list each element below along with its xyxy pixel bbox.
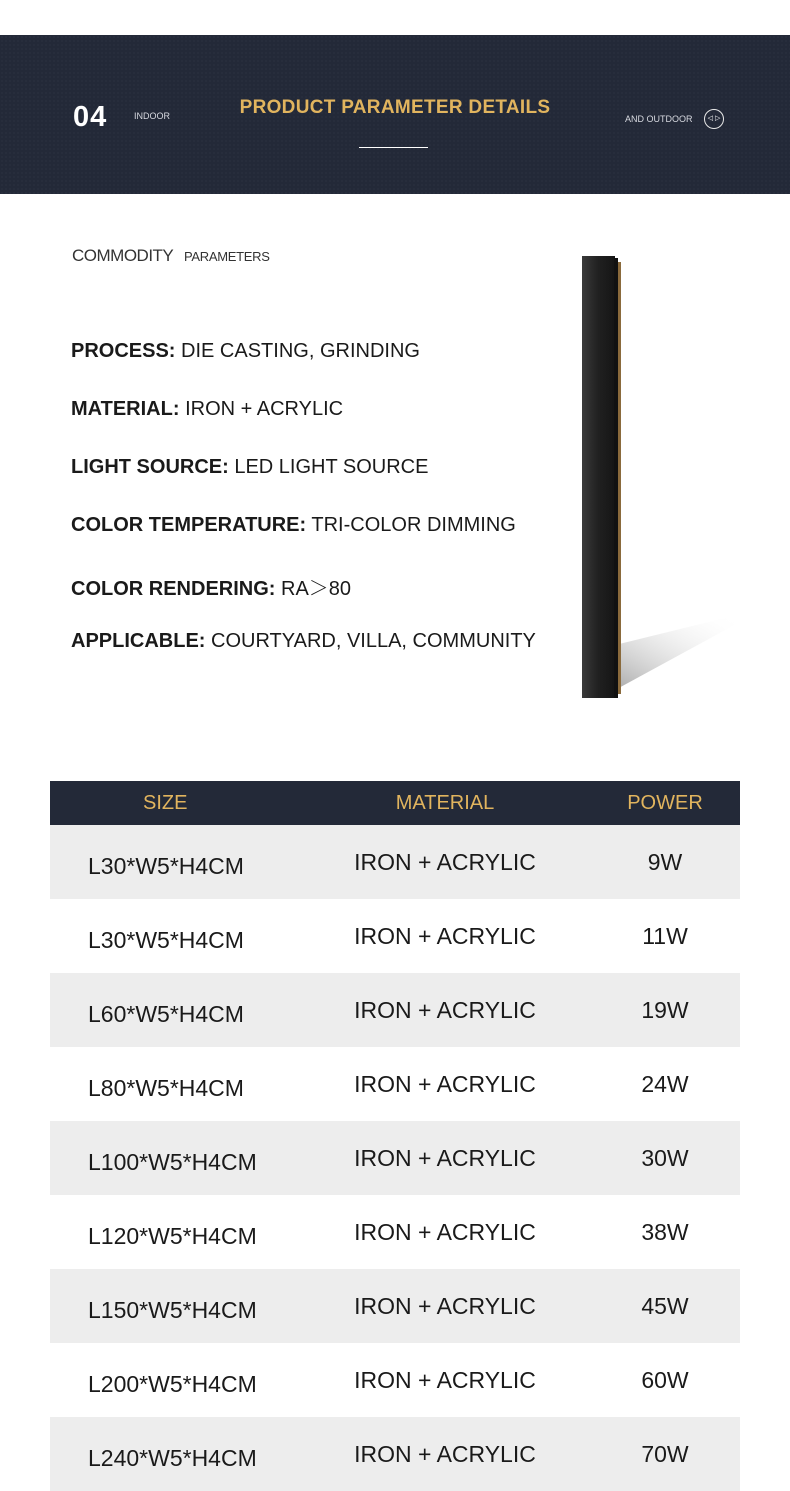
table-row (50, 1269, 740, 1343)
spec-value: IRON + ACRYLIC (185, 398, 344, 420)
cell-material: IRON + ACRYLIC (300, 1343, 590, 1417)
spec-label: LIGHT SOURCE: (71, 456, 229, 478)
cell-material: IRON + ACRYLIC (300, 973, 590, 1047)
spec-value: TRI-COLOR DIMMING (311, 514, 516, 536)
cell-material: IRON + ACRYLIC (300, 1417, 590, 1491)
cell-power: 60W (590, 1343, 740, 1417)
cell-power: 70W (590, 1417, 740, 1491)
spec-value: RA＞80 (281, 578, 352, 600)
table-row (50, 1417, 740, 1491)
arrows-icon[interactable]: ◁ ▷ (704, 109, 724, 129)
section-number: 04 (73, 101, 108, 133)
cell-size: L80*W5*H4CM (50, 1047, 300, 1121)
spec-light-source (71, 456, 428, 479)
spec-material (71, 398, 343, 421)
table-header (50, 781, 740, 825)
table-row (50, 1195, 740, 1269)
column-header-size: SIZE (50, 781, 300, 825)
cell-material: IRON + ACRYLIC (300, 1195, 590, 1269)
commodity-heading: COMMODITY (72, 246, 174, 265)
table-row (50, 1047, 740, 1121)
outdoor-tag: AND OUTDOOR (625, 114, 693, 124)
spec-value: COURTYARD, VILLA, COMMUNITY (211, 630, 536, 652)
column-header-material: MATERIAL (300, 781, 590, 825)
cell-material: IRON + ACRYLIC (300, 1047, 590, 1121)
size-table (50, 781, 740, 1491)
lamp-shadow (615, 618, 740, 690)
table-row (50, 899, 740, 973)
cell-power: 38W (590, 1195, 740, 1269)
column-header-power: POWER (590, 781, 740, 825)
cell-material: IRON + ACRYLIC (300, 1269, 590, 1343)
lamp-edge (614, 258, 618, 698)
table-row (50, 825, 740, 899)
spec-label: APPLICABLE: (71, 630, 206, 652)
spec-value: LED LIGHT SOURCE (234, 456, 429, 478)
cell-power: 45W (590, 1269, 740, 1343)
cell-size: L200*W5*H4CM (50, 1343, 300, 1417)
table-row (50, 973, 740, 1047)
cell-power: 24W (590, 1047, 740, 1121)
indoor-tag: INDOOR (134, 111, 170, 121)
cell-size: L120*W5*H4CM (50, 1195, 300, 1269)
spec-color-rendering (71, 572, 351, 601)
cell-size: L30*W5*H4CM (50, 899, 300, 973)
cell-size: L100*W5*H4CM (50, 1121, 300, 1195)
lamp-light-strip (618, 262, 621, 694)
cell-size: L30*W5*H4CM (50, 825, 300, 899)
cell-material: IRON + ACRYLIC (300, 825, 590, 899)
cell-power: 30W (590, 1121, 740, 1195)
cell-size: L240*W5*H4CM (50, 1417, 300, 1491)
table-row (50, 1121, 740, 1195)
spec-process (71, 340, 420, 363)
cell-size: L150*W5*H4CM (50, 1269, 300, 1343)
spec-value: DIE CASTING, GRINDING (181, 340, 420, 362)
spec-color-temperature (71, 514, 516, 537)
cell-power: 19W (590, 973, 740, 1047)
cell-power: 11W (590, 899, 740, 973)
spec-label: COLOR RENDERING: (71, 578, 276, 600)
cell-power: 9W (590, 825, 740, 899)
parameters-subheading: PARAMETERS (184, 249, 270, 264)
cell-material: IRON + ACRYLIC (300, 1121, 590, 1195)
lamp-product-image (575, 250, 755, 710)
page-title: PRODUCT PARAMETER DETAILS (239, 97, 551, 118)
spec-label: MATERIAL: (71, 398, 180, 420)
title-underline (359, 147, 428, 148)
header-banner (0, 35, 790, 194)
lamp-body (582, 256, 615, 698)
cell-material: IRON + ACRYLIC (300, 899, 590, 973)
cell-size: L60*W5*H4CM (50, 973, 300, 1047)
spec-applicable (71, 630, 536, 653)
spec-label: COLOR TEMPERATURE: (71, 514, 307, 536)
spec-label: PROCESS: (71, 340, 176, 362)
table-row (50, 1343, 740, 1417)
